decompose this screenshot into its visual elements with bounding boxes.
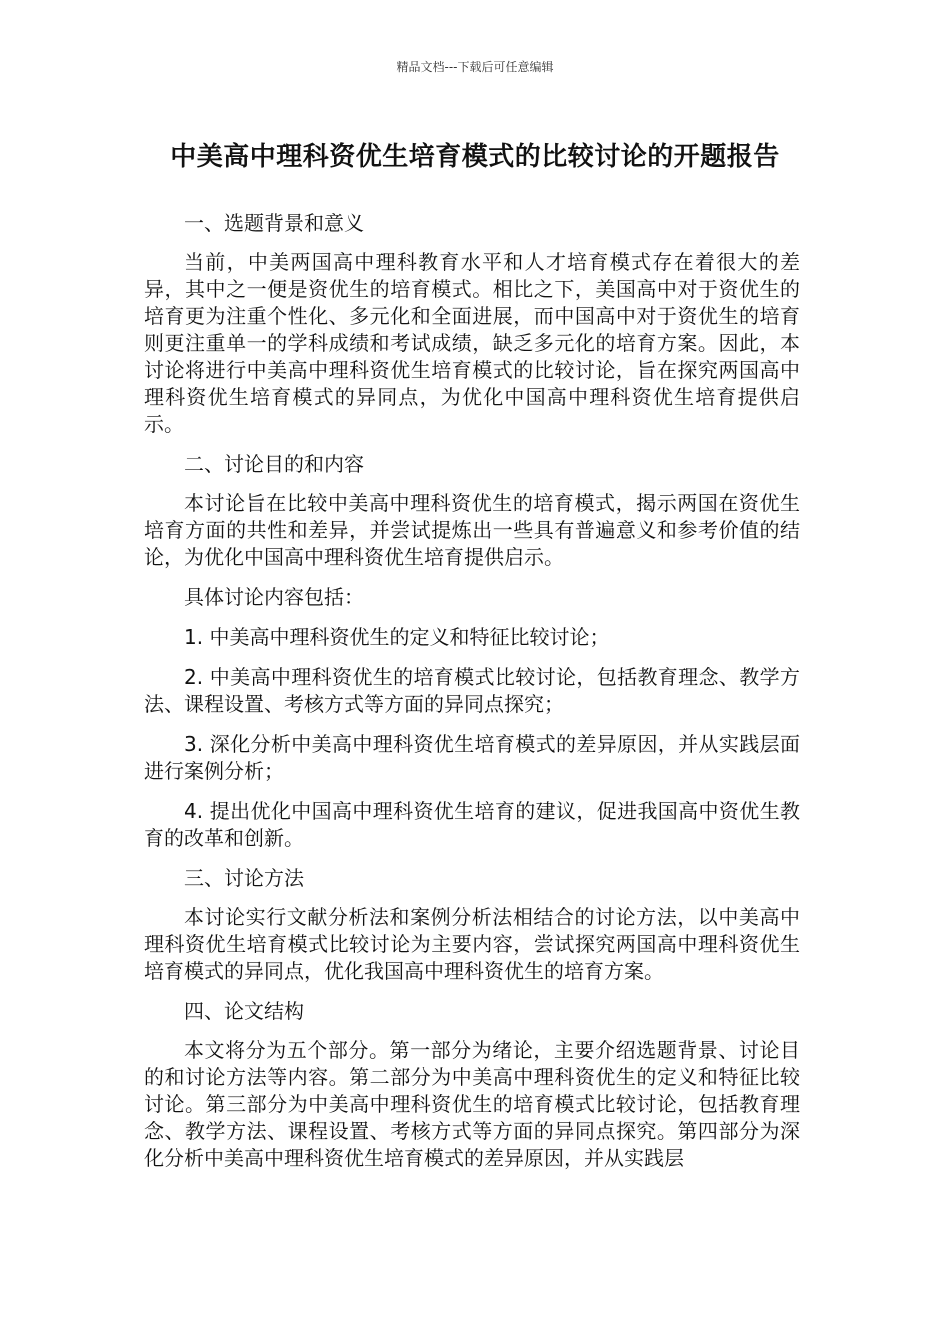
section-heading-4: 四、论文结构 [184, 999, 304, 1023]
section-heading-3: 三、讨论方法 [184, 866, 304, 890]
paragraph-structure: 本文将分为五个部分。第一部分为绪论，主要介绍选题背景、讨论目的和讨论方法等内容。第二部分为中美高中理科资优生的定义和特征比较讨论。第三部分为中美高中理科资优生的培育模式比较讨论，包括教育理念、教学方法、课程设置、考核方式等方面的异同点探究。第四部分为深化分析中美高中理科资优生培育模式的差异原因，并从实践层 [144, 1038, 800, 1170]
list-item-3: 3. 深化分析中美高中理科资优生培育模式的差异原因，并从实践层面进行案例分析； [144, 732, 800, 783]
paragraph-background: 当前，中美两国高中理科教育水平和人才培育模式存在着很大的差异，其中之一便是资优生的培育模式。相比之下，美国高中对于资优生的培育更为注重个性化、多元化和全面进展，而中国高中对于资优生的培育则更注重单一的学科成绩和考试成绩，缺乏多元化的培育方案。因此，本讨论将进行中美高中理科资优生培育模式的比较讨论，旨在探究两国高中理科资优生培育模式的异同点，为优化中国高中理科资优生培育提供启示。 [144, 250, 800, 436]
paragraph-method: 本讨论实行文献分析法和案例分析法相结合的讨论方法，以中美高中理科资优生培育模式比较讨论为主要内容，尝试探究两国高中理科资优生培育模式的异同点，优化我国高中理科资优生的培育方案。 [144, 905, 800, 983]
list-item-4: 4. 提出优化中国高中理科资优生培育的建议，促进我国高中资优生教育的改革和创新。 [144, 799, 800, 850]
document-title: 中美高中理科资优生培育模式的比较讨论的开题报告 [170, 142, 780, 172]
list-item-2: 2. 中美高中理科资优生的培育模式比较讨论，包括教育理念、教学方法、课程设置、考核方式等方面的异同点探究； [144, 665, 800, 716]
document-body [144, 210, 800, 1185]
list-item-1: 1. 中美高中理科资优生的定义和特征比较讨论； [184, 625, 610, 649]
section-heading-1: 一、选题背景和意义 [184, 211, 364, 235]
header-note: 精品文档---下载后可任意编辑 [396, 60, 554, 74]
paragraph-purpose: 本讨论旨在比较中美高中理科资优生的培育模式，揭示两国在资优生培育方面的共性和差异，并尝试提炼出一些具有普遍意义和参考价值的结论，为优化中国高中理科资优生培育提供启示。 [144, 491, 800, 569]
paragraph-content-intro: 具体讨论内容包括： [184, 585, 364, 609]
section-heading-2: 二、讨论目的和内容 [184, 452, 364, 476]
